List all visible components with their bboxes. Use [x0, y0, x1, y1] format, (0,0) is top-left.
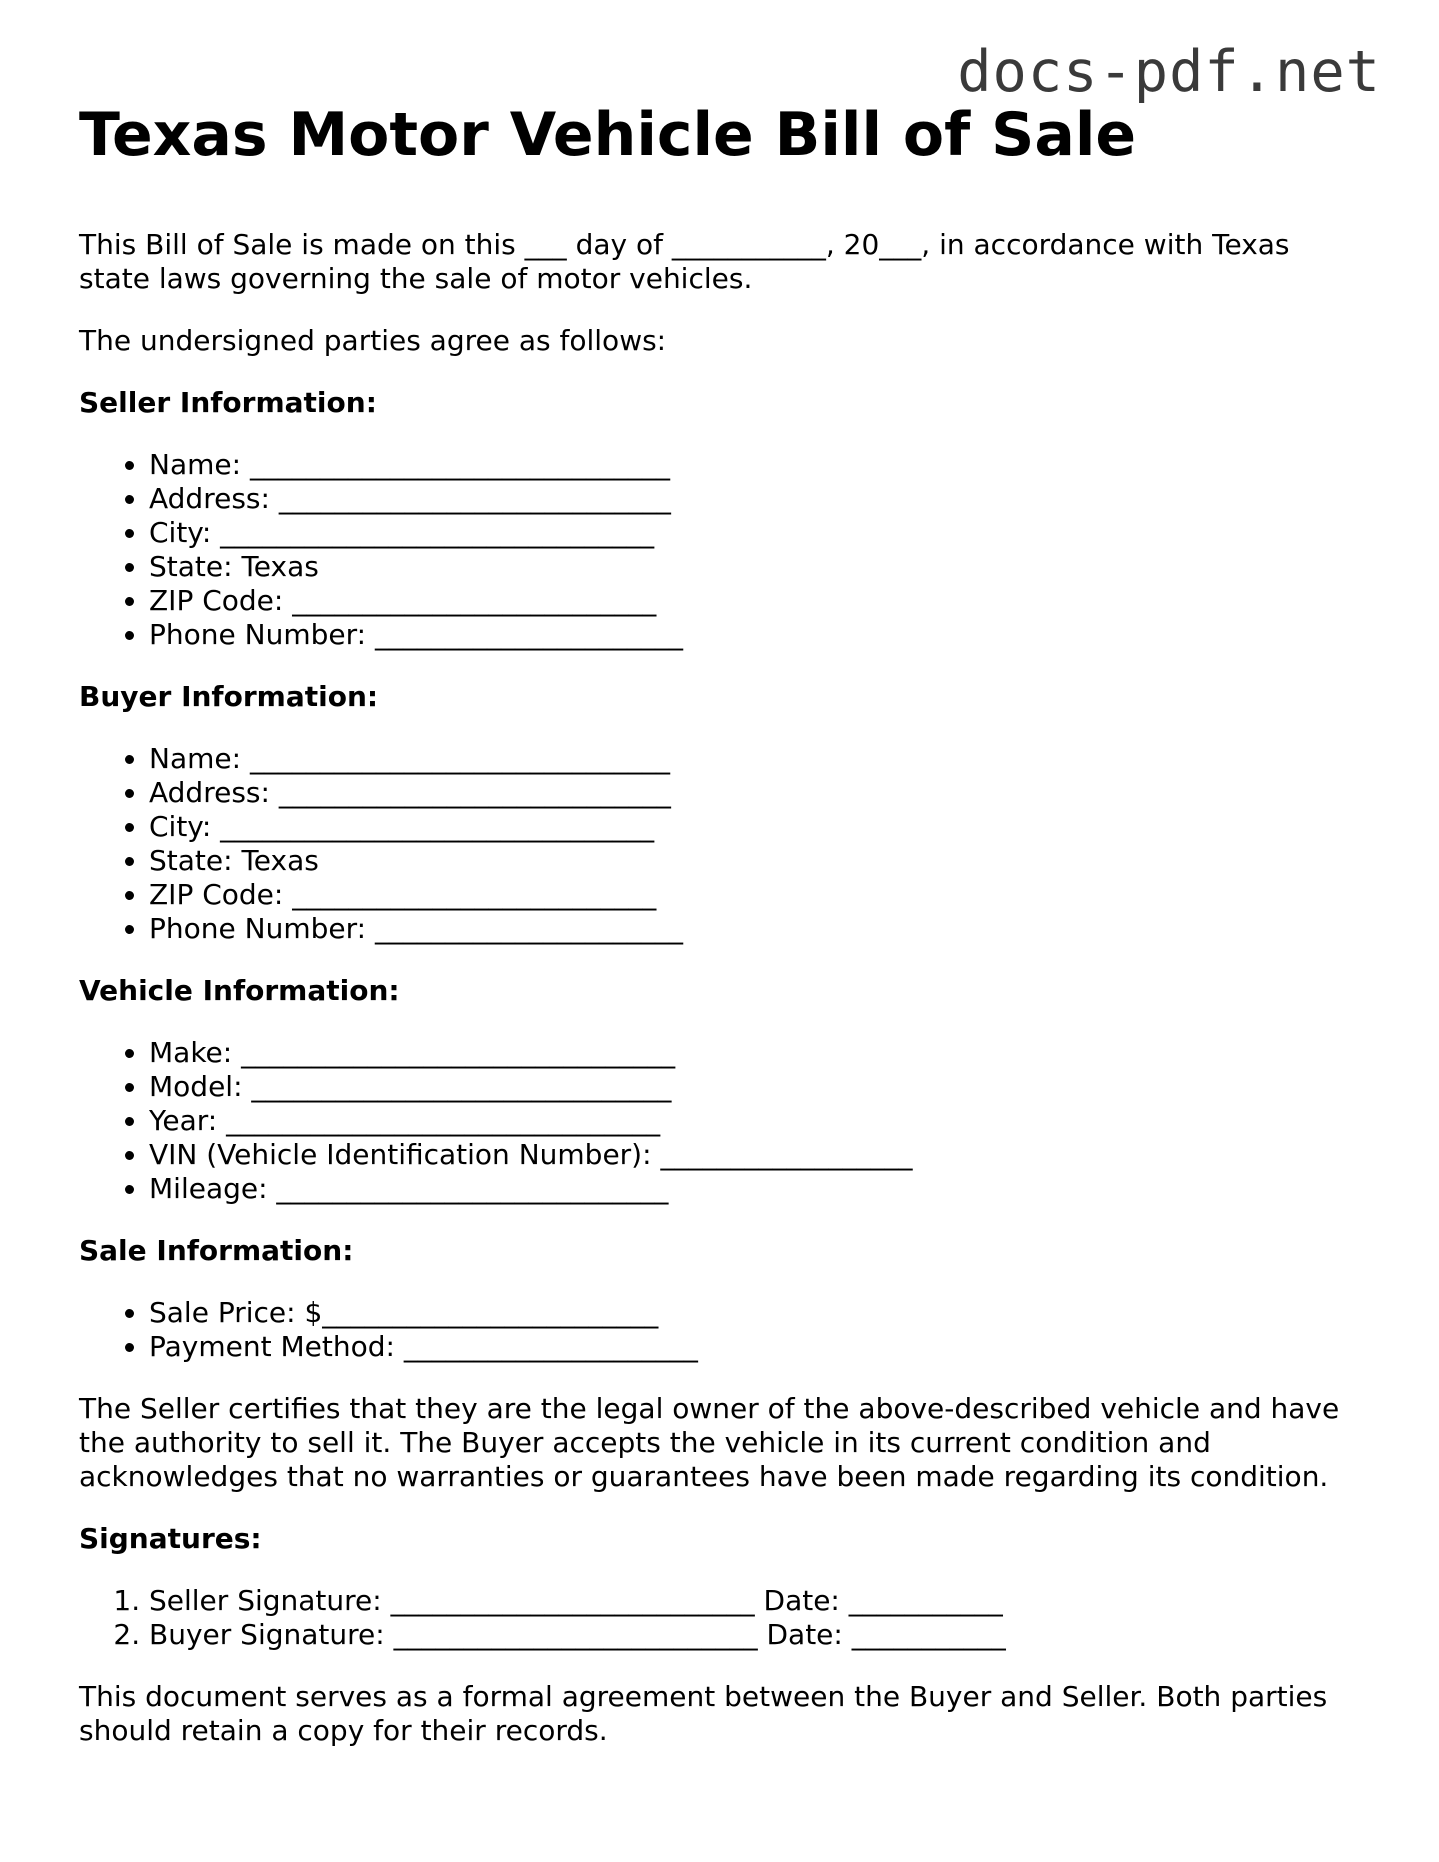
- buyer-heading: Buyer Information:: [79, 680, 379, 713]
- payment-method-field[interactable]: • Payment Method: _____________________: [149, 1330, 1369, 1364]
- agreement-statement: The undersigned parties agree as follows:: [79, 324, 667, 357]
- seller-phone-field[interactable]: • Phone Number: ______________________: [149, 618, 1369, 652]
- signatures-list: [79, 1584, 1369, 1652]
- vehicle-list: [79, 1036, 1369, 1206]
- seller-signature-field[interactable]: 1. Seller Signature: __________________________ Date: ___________: [149, 1584, 1369, 1618]
- buyer-address-field[interactable]: • Address: ____________________________: [149, 776, 1369, 810]
- certification-paragraph: The Seller certifies that they are the legal owner of the above-described vehicle and have the authority to sell it. The Buyer accepts the vehicle in its current condition and acknowledges that no warranties or guarantees have been made regarding its condition.: [79, 1392, 1340, 1493]
- intro-paragraph: This Bill of Sale is made on this ___ day of ___________, 20___, in accordance with Texas state laws governing the sale of motor vehicles.: [79, 228, 1290, 295]
- vehicle-vin-field[interactable]: • VIN (Vehicle Identification Number): __________________: [149, 1138, 1369, 1172]
- seller-list: [79, 448, 1369, 652]
- seller-zip-field[interactable]: • ZIP Code: __________________________: [149, 584, 1369, 618]
- watermark: docs-pdf.net: [957, 39, 1381, 105]
- seller-name-field[interactable]: • Name: ______________________________: [149, 448, 1369, 482]
- buyer-list: [79, 742, 1369, 946]
- vehicle-heading: Vehicle Information:: [79, 974, 400, 1007]
- buyer-phone-field[interactable]: • Phone Number: ______________________: [149, 912, 1369, 946]
- seller-address-field[interactable]: • Address: ____________________________: [149, 482, 1369, 516]
- vehicle-year-field[interactable]: • Year: _______________________________: [149, 1104, 1369, 1138]
- document-title: Texas Motor Vehicle Bill of Sale: [79, 100, 1137, 170]
- buyer-zip-field[interactable]: • ZIP Code: __________________________: [149, 878, 1369, 912]
- vehicle-model-field[interactable]: • Model: ______________________________: [149, 1070, 1369, 1104]
- signatures-heading: Signatures:: [79, 1522, 262, 1555]
- sale-heading: Sale Information:: [79, 1234, 354, 1267]
- sale-list: [79, 1296, 1369, 1364]
- seller-city-field[interactable]: • City: _______________________________: [149, 516, 1369, 550]
- seller-state: • State: Texas: [149, 550, 1369, 584]
- seller-heading: Seller Information:: [79, 386, 377, 419]
- buyer-signature-field[interactable]: 2. Buyer Signature: __________________________ Date: ___________: [149, 1618, 1369, 1652]
- buyer-state: • State: Texas: [149, 844, 1369, 878]
- document-page: [79, 98, 1369, 1748]
- buyer-city-field[interactable]: • City: _______________________________: [149, 810, 1369, 844]
- vehicle-mileage-field[interactable]: • Mileage: ____________________________: [149, 1172, 1369, 1206]
- vehicle-make-field[interactable]: • Make: _______________________________: [149, 1036, 1369, 1070]
- sale-price-field[interactable]: • Sale Price: $________________________: [149, 1296, 1369, 1330]
- closing-paragraph: This document serves as a formal agreement between the Buyer and Seller. Both parties should retain a copy for their records.: [79, 1680, 1328, 1747]
- buyer-name-field[interactable]: • Name: ______________________________: [149, 742, 1369, 776]
